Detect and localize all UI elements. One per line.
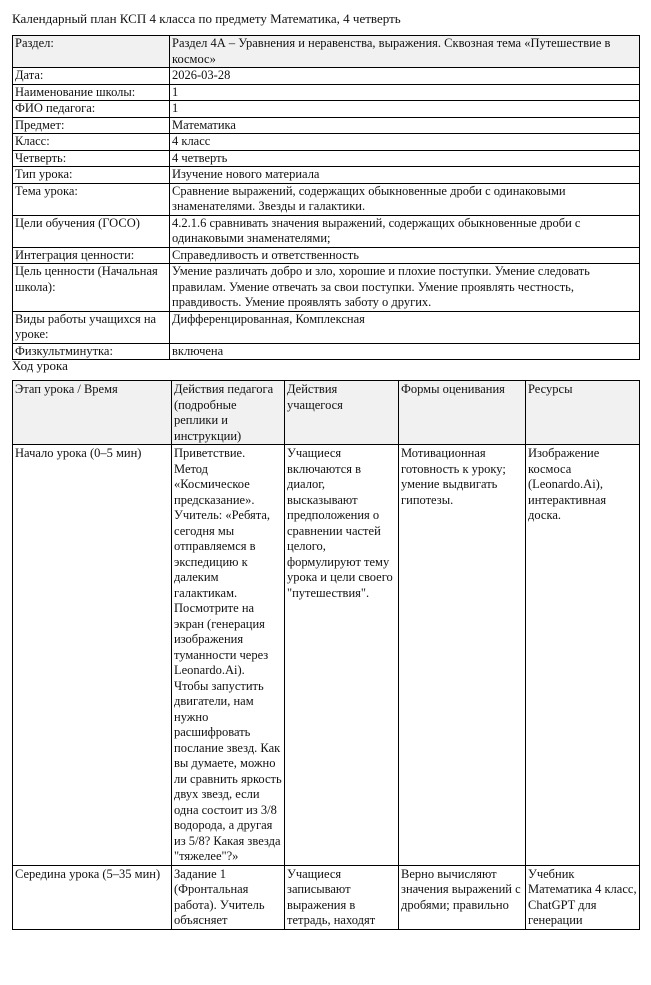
column-header-assessment: Формы оценивания bbox=[399, 381, 526, 445]
info-value: 2026-03-28 bbox=[170, 68, 640, 85]
lesson-row bbox=[13, 445, 640, 866]
teacher-actions-cell: Приветствие. Метод «Космическое предсказание». Учитель: «Ребята, сегодня мы отправляемся в экспедицию к далеким галактикам. Посмотрите на экран (генерация изображения туманности через Leonardo.Ai). Чтобы запустить двигатели, нам нужно расшифровать послание звезд. Как вы думаете, можно ли сравнить яркость двух звезд, если одна состоит из 3/8 водорода, а другая из 5/8? Какая звезда "тяжелее"?» bbox=[172, 445, 285, 866]
info-label: Предмет: bbox=[13, 117, 170, 134]
info-label: Тип урока: bbox=[13, 167, 170, 184]
info-row-teacher-name bbox=[13, 101, 640, 118]
info-row-quarter bbox=[13, 150, 640, 167]
column-header-stage: Этап урока / Время bbox=[13, 381, 172, 445]
lesson-info-table bbox=[12, 35, 640, 360]
info-row-school-name bbox=[13, 84, 640, 101]
info-value: 4 четверть bbox=[170, 150, 640, 167]
info-label: Тема урока: bbox=[13, 183, 170, 215]
assessment-cell: Верно вычисляют значения выражений с дробями; правильно bbox=[399, 865, 526, 929]
document-title: Календарный план КСП 4 класса по предмету Математика, 4 четверть bbox=[12, 11, 401, 26]
info-label: Наименование школы: bbox=[13, 84, 170, 101]
info-label: ФИО педагога: bbox=[13, 101, 170, 118]
student-actions-cell: Учащиеся включаются в диалог, высказывают предположения о сравнении частей целого, формулируют тему урока и цели своего "путешествия". bbox=[285, 445, 399, 866]
info-value: 4.2.1.6 сравнивать значения выражений, содержащих обыкновенные дроби с одинаковыми знаменателями; bbox=[170, 215, 640, 247]
lesson-table-header-row bbox=[13, 381, 640, 445]
info-row-lesson-type bbox=[13, 167, 640, 184]
stage-cell: Начало урока (0–5 мин) bbox=[13, 445, 172, 866]
info-label: Физкультминутка: bbox=[13, 343, 170, 360]
info-value: Дифференцированная, Комплексная bbox=[170, 311, 640, 343]
info-label: Интеграция ценности: bbox=[13, 247, 170, 264]
column-header-resources: Ресурсы bbox=[526, 381, 640, 445]
info-row-grade bbox=[13, 134, 640, 151]
info-value: Математика bbox=[170, 117, 640, 134]
info-row-section bbox=[13, 36, 640, 68]
resources-cell: Изображение космоса (Leonardo.Ai), интерактивная доска. bbox=[526, 445, 640, 866]
column-header-student-actions: Действия учащегося bbox=[285, 381, 399, 445]
info-label: Цели обучения (ГОСО) bbox=[13, 215, 170, 247]
resources-cell: Учебник Математика 4 класс, ChatGPT для генерации bbox=[526, 865, 640, 929]
info-row-value-goal bbox=[13, 264, 640, 312]
info-value: Изучение нового материала bbox=[170, 167, 640, 184]
info-value: Умение различать добро и зло, хорошие и плохие поступки. Умение следовать правилам. Умение отвечать за свои поступки. Умение проявлять честность, правдивость. Умение проявлять заботу о других. bbox=[170, 264, 640, 312]
info-label: Виды работы учащихся на уроке: bbox=[13, 311, 170, 343]
info-value: 1 bbox=[170, 84, 640, 101]
info-label: Класс: bbox=[13, 134, 170, 151]
assessment-cell: Мотивационная готовность к уроку; умение выдвигать гипотезы. bbox=[399, 445, 526, 866]
info-row-date bbox=[13, 68, 640, 85]
info-label: Четверть: bbox=[13, 150, 170, 167]
info-row-learning-goals bbox=[13, 215, 640, 247]
info-row-physical-break bbox=[13, 343, 640, 360]
info-value: Раздел 4А – Уравнения и неравенства, выражения. Сквозная тема «Путешествие в космос» bbox=[170, 36, 640, 68]
info-label: Дата: bbox=[13, 68, 170, 85]
info-row-lesson-topic bbox=[13, 183, 640, 215]
lesson-row bbox=[13, 865, 640, 929]
info-value: Сравнение выражений, содержащих обыкновенные дроби с одинаковыми знаменателями. Звезды и галактики. bbox=[170, 183, 640, 215]
info-value: Справедливость и ответственность bbox=[170, 247, 640, 264]
info-row-value-integration bbox=[13, 247, 640, 264]
teacher-actions-cell: Задание 1 (Фронтальная работа). Учитель объясняет bbox=[172, 865, 285, 929]
info-row-subject bbox=[13, 117, 640, 134]
info-value: 1 bbox=[170, 101, 640, 118]
info-row-work-types bbox=[13, 311, 640, 343]
lesson-flow-caption: Ход урока bbox=[12, 358, 68, 373]
info-label: Цель ценности (Начальная школа): bbox=[13, 264, 170, 312]
info-label: Раздел: bbox=[13, 36, 170, 68]
student-actions-cell: Учащиеся записывают выражения в тетрадь, находят bbox=[285, 865, 399, 929]
column-header-teacher-actions: Действия педагога (подробные реплики и инструкции) bbox=[172, 381, 285, 445]
info-value: 4 класс bbox=[170, 134, 640, 151]
info-value: включена bbox=[170, 343, 640, 360]
stage-cell: Середина урока (5–35 мин) bbox=[13, 865, 172, 929]
lesson-flow-table bbox=[12, 380, 640, 930]
